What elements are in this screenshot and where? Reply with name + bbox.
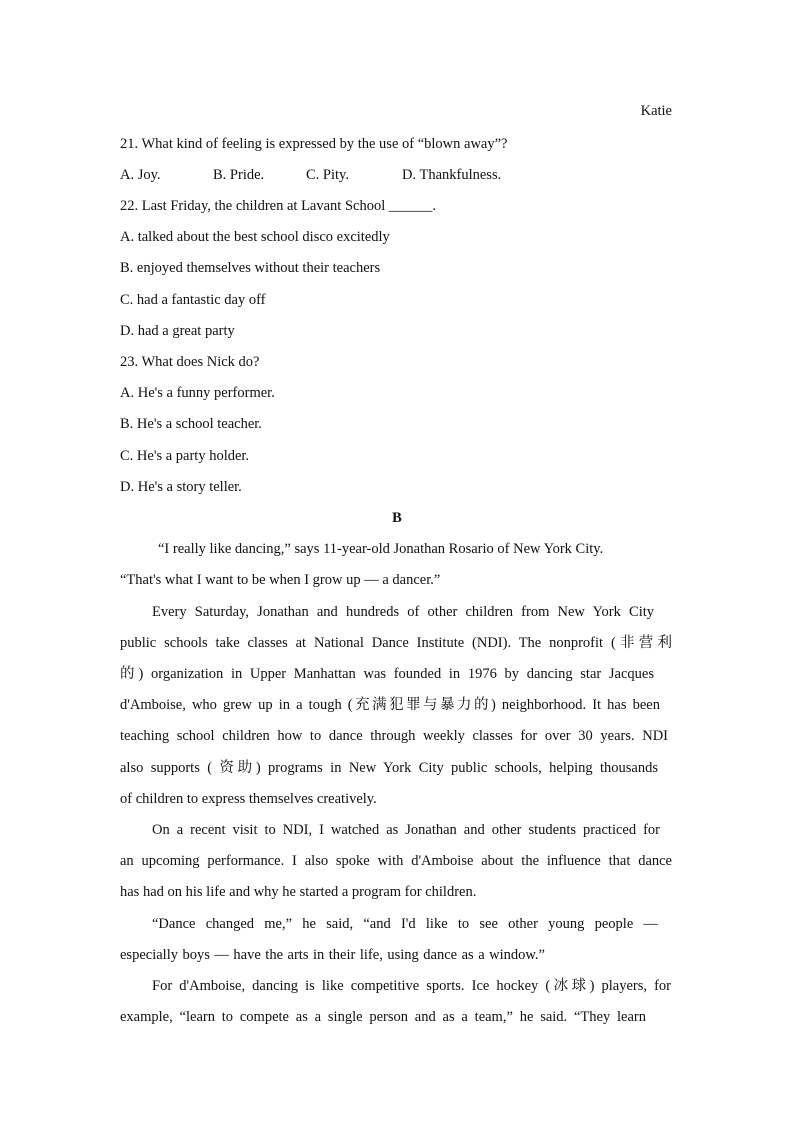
passage-line: “I really like dancing,” says 11-year-old Jonathan Rosario of New York City. bbox=[158, 541, 604, 557]
question-21-stem: 21. What kind of feeling is expressed by the use of “blown away”? bbox=[120, 136, 508, 152]
passage-line: Every Saturday, Jonathan and hundreds of other children from New York City bbox=[152, 604, 654, 620]
question-23-option-b: B. He's a school teacher. bbox=[120, 416, 262, 432]
question-21-options bbox=[120, 165, 501, 185]
question-21-option-c: C. Pity. bbox=[306, 167, 349, 183]
passage-line: has had on his life and why he started a program for children. bbox=[120, 884, 477, 900]
passage-line: of children to express themselves creatively. bbox=[120, 791, 377, 807]
question-23-option-c: C. He's a party holder. bbox=[120, 448, 250, 464]
question-22-option-d: D. had a great party bbox=[120, 323, 235, 339]
question-22-option-b: B. enjoyed themselves without their teachers bbox=[120, 260, 381, 276]
passage-line: d'Amboise, who grew up in a tough (充满犯罪与暴力的) neighborhood. It has been bbox=[120, 697, 660, 713]
passage-line: On a recent visit to NDI, I watched as Jonathan and other students practiced for bbox=[152, 822, 660, 838]
section-heading: B bbox=[392, 510, 402, 526]
passage-line: “Dance changed me,” he said, “and I'd like to see other young people — bbox=[152, 916, 658, 932]
passage-line: an upcoming performance. I also spoke with d'Amboise about the influence that dance bbox=[120, 853, 672, 869]
passage-line: “That's what I want to be when I grow up — a dancer.” bbox=[120, 572, 441, 588]
question-22-option-a: A. talked about the best school disco excitedly bbox=[120, 229, 390, 245]
question-23-option-d: D. He's a story teller. bbox=[120, 479, 242, 495]
question-21-option-d: D. Thankfulness. bbox=[402, 167, 502, 183]
passage-line: teaching school children how to dance through weekly classes for over 30 years. NDI bbox=[120, 728, 668, 744]
author-name: Katie bbox=[640, 103, 672, 119]
passage-line: 的) organization in Upper Manhattan was founded in 1976 by dancing star Jacques bbox=[120, 666, 654, 682]
question-23-option-a: A. He's a funny performer. bbox=[120, 385, 275, 401]
question-23-stem: 23. What does Nick do? bbox=[120, 354, 260, 370]
passage-line: example, “learn to compete as a single person and as a team,” he said. “They learn bbox=[120, 1009, 646, 1025]
passage-line: public schools take classes at National Dance Institute (NDI). The nonprofit (非营利 bbox=[120, 635, 672, 651]
passage-line: especially boys — have the arts in their life, using dance as a window.” bbox=[120, 947, 545, 963]
passage-line: For d'Amboise, dancing is like competitive sports. Ice hockey (冰球) players, for bbox=[152, 978, 671, 994]
passage-line: also supports ( 资助) programs in New York City public schools, helping thousands bbox=[120, 760, 658, 776]
question-22-stem: 22. Last Friday, the children at Lavant School ______. bbox=[120, 198, 436, 214]
question-22-option-c: C. had a fantastic day off bbox=[120, 292, 266, 308]
question-21-option-b: B. Pride. bbox=[213, 167, 265, 183]
question-21-option-a: A. Joy. bbox=[120, 167, 161, 183]
